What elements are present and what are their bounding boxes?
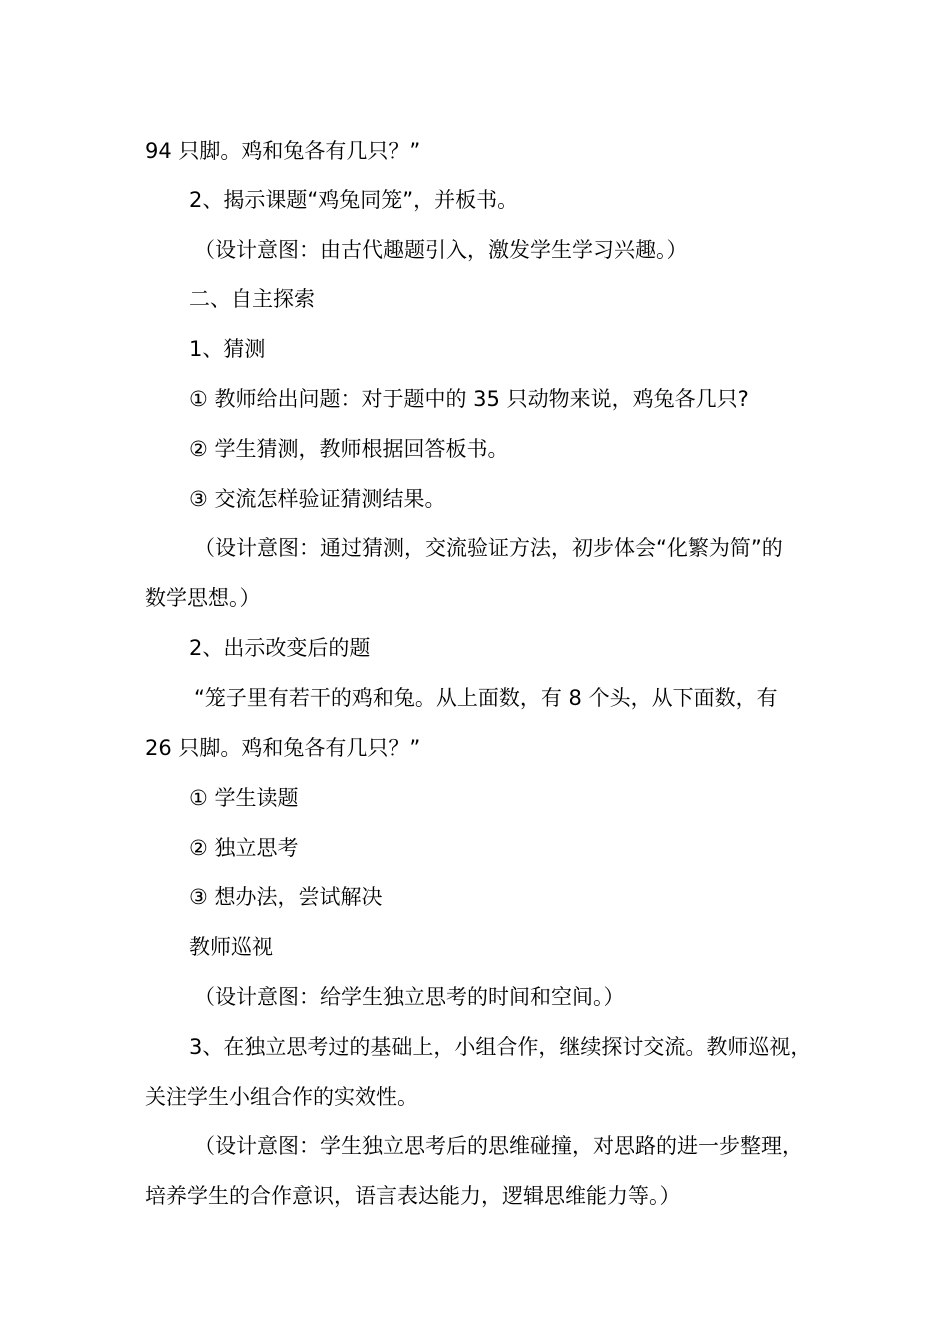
text-line: 数学思想。） — [145, 586, 261, 610]
text-line: （设计意图：由古代趣题引入，激发学生学习兴趣。） — [194, 238, 688, 262]
text-line: “笼子里有若干的鸡和兔。从上面数，有 8 个头，从下面数，有 — [194, 686, 778, 710]
text-line: （设计意图：通过猜测，交流验证方法，初步体会“化繁为简”的 — [194, 536, 783, 560]
text-line: 教师巡视 — [189, 935, 273, 959]
text-line: ③ 交流怎样验证猜测结果。 — [189, 487, 446, 511]
text-line: 2、出示改变后的题 — [189, 636, 371, 660]
text-line: ③ 想办法，尝试解决 — [189, 885, 383, 909]
text-line: 3、在独立思考过的基础上，小组合作，继续探讨交流。教师巡视， — [189, 1035, 812, 1059]
text-line: 94 只脚。鸡和兔各有几只？” — [145, 139, 421, 163]
text-line: ① 学生读题 — [189, 786, 299, 810]
text-line: 培养学生的合作意识，语言表达能力，逻辑思维能力等。） — [145, 1184, 681, 1208]
text-line: （设计意图：给学生独立思考的时间和空间。） — [194, 985, 625, 1009]
text-line: （设计意图：学生独立思考后的思维碰撞，对思路的进一步整理， — [194, 1134, 803, 1158]
text-line: ① 教师给出问题：对于题中的 35 只动物来说，鸡兔各几只? — [189, 387, 749, 411]
text-line: 关注学生小组合作的实效性。 — [145, 1085, 418, 1109]
text-line: ② 独立思考 — [189, 836, 299, 860]
text-line: 1、猜测 — [189, 337, 266, 361]
section-heading: 二、自主探索 — [189, 287, 315, 311]
text-line: ② 学生猜测，教师根据回答板书。 — [189, 437, 509, 461]
text-line: 26 只脚。鸡和兔各有几只？” — [145, 736, 421, 760]
text-line: 2、揭示课题“鸡兔同笼”，并板书。 — [189, 188, 519, 212]
